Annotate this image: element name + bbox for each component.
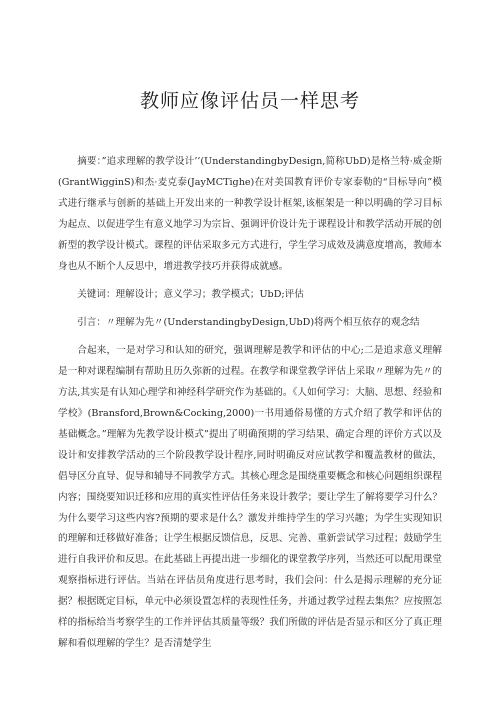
abstract-paragraph: 摘要：”追求理解的教学设计’’(UnderstandingbyDesign,简称UbD)是格兰特·威金斯(GrantWigginS)和杰·麦克泰(JayMCTighe)在对美国教育评价专家泰勒的“目标导向”模式进行继承与创新的基础上开发出来的一种教学设计框架,该框架是一种以明确的学习目标为起点、以促进学生有意义地学习为宗旨、强调评价设计先于课程设计和教学活动开展的创新型的教学设计模式。课程的评估采取多元方式进行，学生学习成效及满意度增高，教师本身也从不断个人反思中，增进教学技巧并获得成就感。 xyxy=(58,156,442,272)
document-body xyxy=(58,152,442,663)
body-paragraph: 合起来，一是对学习和认知的研究，强调理解是教学和评估的中心;二是追求意义理解是一种对课程编制有帮助且历久弥新的过程。在教学和课堂教学评估上采取〃理解为先〃的方法,其实是有认知心理学和神经科学研究作为基础的。《人如何学习：大脑、思想、经验和学校》(Bransford,Brown&Cocking,2000)一书用通俗易懂的方式介绍了教学和评估的基础概念。”理解为先教学设计模式”提出了明确预期的学习结果、确定合理的评价方式以及设计和安排教学活动的三个阶段教学设计程序,同时明确反对应试教学和覆盖教材的做法，倡导区分直导、促导和辅导不同教学方式。其核心理念是围绕重要概念和核心问题组织课程内容；围绕要知识迁移和应用的真实性评估任务来设计教学；要让学生了解将要学习什么？为什么要学习这些内容?预期的要求是什么？激发并维持学生的学习兴趣；为学生实现知识的理解和迁移做好准备；让学生根据反馈信息，反思、完善、重新尝试学习过程；鼓励学生进行自我评价和反思。在此基础上再提出进一步细化的课堂教学序列，当然还可以配用课堂观察指标进行评估。当站在评估员角度进行思考时，我们会问：什么是揭示理解的充分证据？根据既定目标，单元中必须设置怎样的表现性任务，并通过教学过程去集焦？应按照怎样的指标给当考察学生的工作并评估其质量等级？我们所做的评估是否显示和区分了真正理解和看似理解的学生？是否清楚学生 xyxy=(58,345,442,649)
document-title: 教师应像评估员一样思考 xyxy=(139,90,360,112)
keywords-paragraph: 关键词：理解设计；意义学习；教学模式；UbD;评估 xyxy=(77,289,304,301)
intro-paragraph: 引言：〃理解为先〃(UnderstandingbyDesign,UbD)将两个相互依存的观念结 xyxy=(77,317,420,329)
